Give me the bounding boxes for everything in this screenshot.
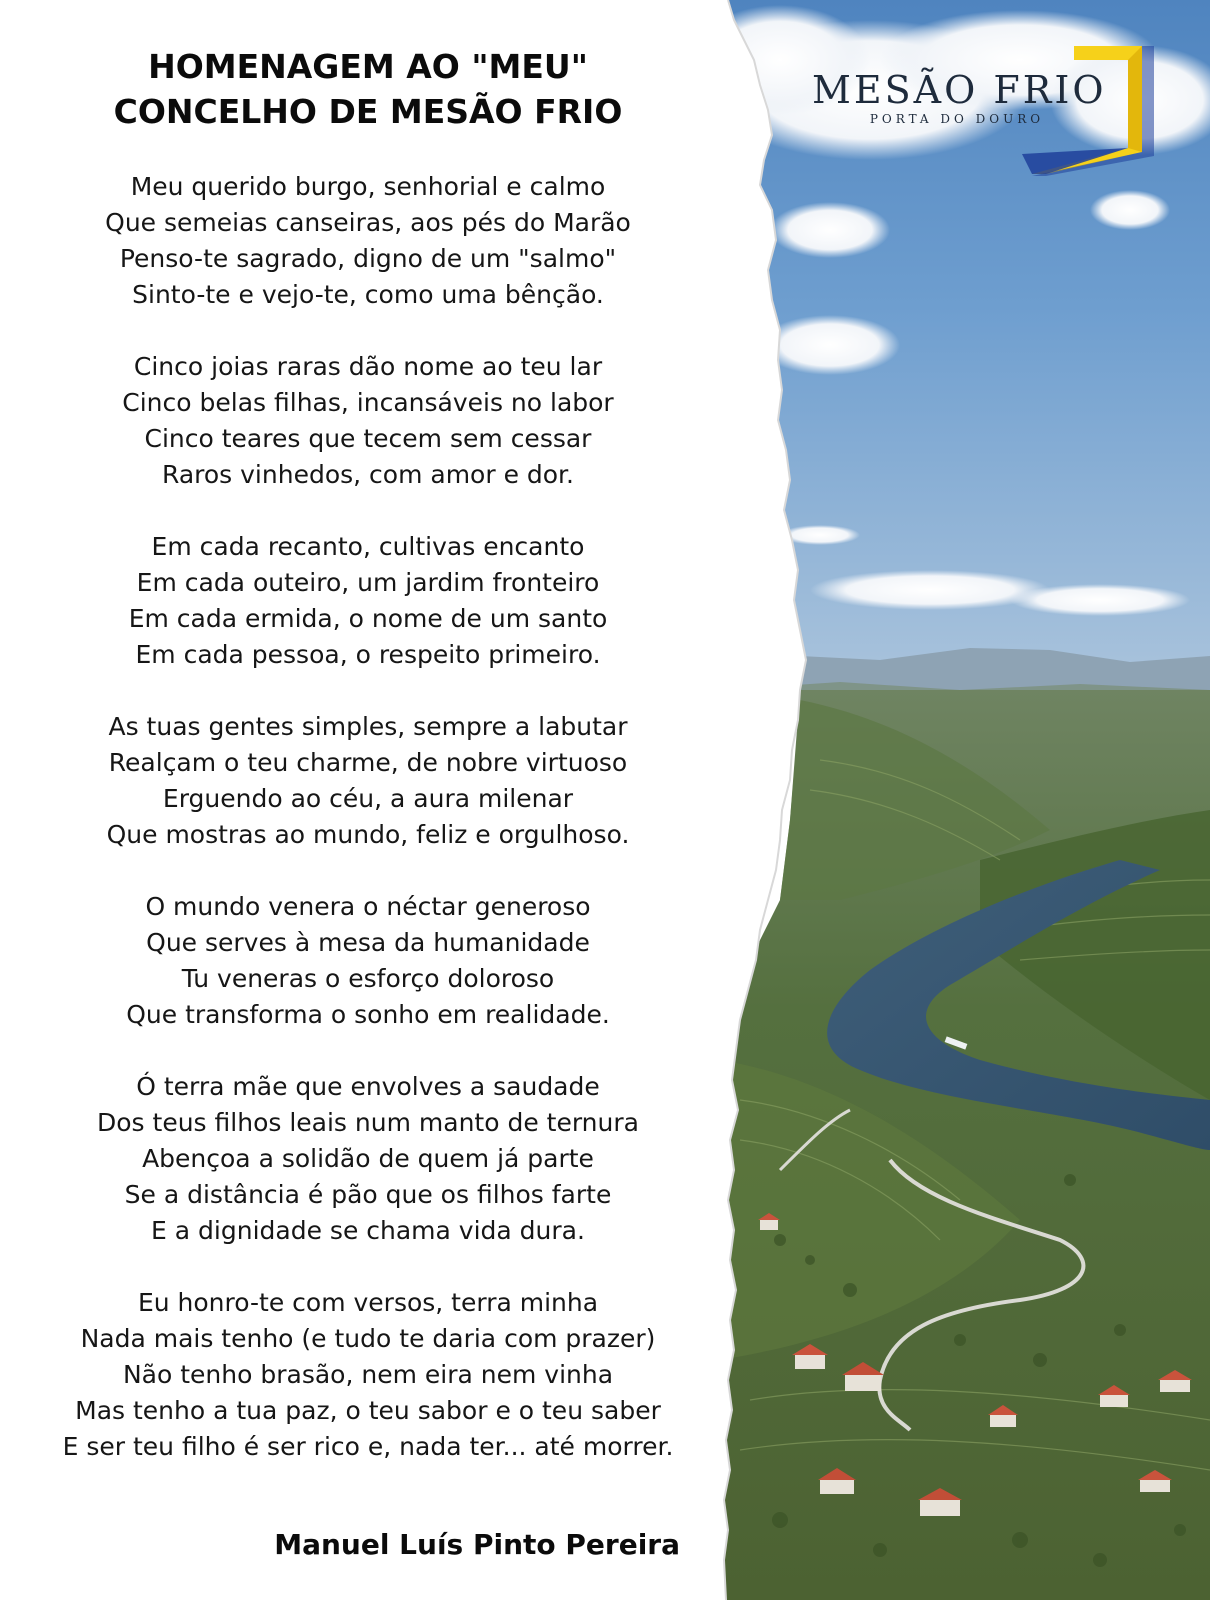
poem-line: Ó terra mãe que envolves a saudade xyxy=(136,1072,600,1101)
poem-line: Dos teus filhos leais num manto de ternura xyxy=(97,1108,639,1137)
poem-line: Eu honro-te com versos, terra minha xyxy=(137,1288,599,1317)
poem-line: E ser teu filho é ser rico e, nada ter... até morrer. xyxy=(62,1432,674,1461)
poem-line: As tuas gentes simples, sempre a labutar xyxy=(108,712,628,741)
poem-column xyxy=(18,44,718,1501)
poem-title xyxy=(18,44,718,134)
poem-stanza xyxy=(18,529,718,673)
poem-line: Em cada outeiro, um jardim fronteiro xyxy=(136,568,600,597)
poem-stanza xyxy=(18,889,718,1033)
landscape-illustration xyxy=(720,0,1210,1600)
poem-line: Em cada pessoa, o respeito primeiro. xyxy=(135,640,601,669)
poem-line: Em cada recanto, cultivas encanto xyxy=(151,532,585,561)
poem-stanza xyxy=(18,169,718,313)
logo-tagline: PORTA DO DOURO xyxy=(869,112,1045,126)
poem-line: Sinto-te e vejo-te, como uma bênção. xyxy=(132,280,604,309)
poem-line: Que transforma o sonho em realidade. xyxy=(126,1000,610,1029)
poem-line: Cinco joias raras dão nome ao teu lar xyxy=(133,352,603,381)
poem-stanza xyxy=(18,1285,718,1465)
poem-line: E a dignidade se chama vida dura. xyxy=(151,1216,585,1245)
poem-line: Nada mais tenho (e tudo te daria com prazer) xyxy=(80,1324,656,1353)
poem-line: Mas tenho a tua paz, o teu sabor e o teu saber xyxy=(75,1396,661,1425)
douro-valley-photo xyxy=(720,0,1210,1600)
poem-line: O mundo venera o néctar generoso xyxy=(145,892,591,921)
poem-stanza xyxy=(18,1069,718,1249)
poem-line: Não tenho brasão, nem eira nem vinha xyxy=(122,1360,614,1389)
poem-line: Meu querido burgo, senhorial e calmo xyxy=(130,172,606,201)
logo-title: MESÃO FRIO xyxy=(812,68,1107,112)
poem-line: Erguendo ao céu, a aura milenar xyxy=(162,784,574,813)
author-name: Manuel Luís Pinto Pereira xyxy=(274,1528,680,1561)
poem-line: Que semeias canseiras, aos pés do Marão xyxy=(105,208,631,237)
poem-line: Em cada ermida, o nome de um santo xyxy=(128,604,608,633)
poem-line: Realçam o teu charme, de nobre virtuoso xyxy=(108,748,628,777)
poem-stanza xyxy=(18,349,718,493)
poem-line: Que serves à mesa da humanidade xyxy=(146,928,590,957)
poem-line: Se a distância é pão que os filhos farte xyxy=(124,1180,612,1209)
poem-stanza xyxy=(18,709,718,853)
poem-body xyxy=(18,169,718,1465)
poem-line: Abençoa a solidão de quem já parte xyxy=(142,1144,594,1173)
poem-line: Raros vinhedos, com amor e dor. xyxy=(162,460,574,489)
poem-title-line-1: HOMENAGEM AO "MEU" xyxy=(148,47,588,86)
mesao-frio-logo xyxy=(812,44,1164,176)
poem-line: Que mostras ao mundo, feliz e orgulhoso. xyxy=(106,820,630,849)
poem-line: Cinco teares que tecem sem cessar xyxy=(144,424,592,453)
poem-line: Penso-te sagrado, digno de um "salmo" xyxy=(119,244,617,273)
poem-line: Cinco belas filhas, incansáveis no labor xyxy=(122,388,614,417)
poem-line: Tu veneras o esforço doloroso xyxy=(181,964,555,993)
poem-title-line-2: CONCELHO DE MESÃO FRIO xyxy=(113,92,623,131)
